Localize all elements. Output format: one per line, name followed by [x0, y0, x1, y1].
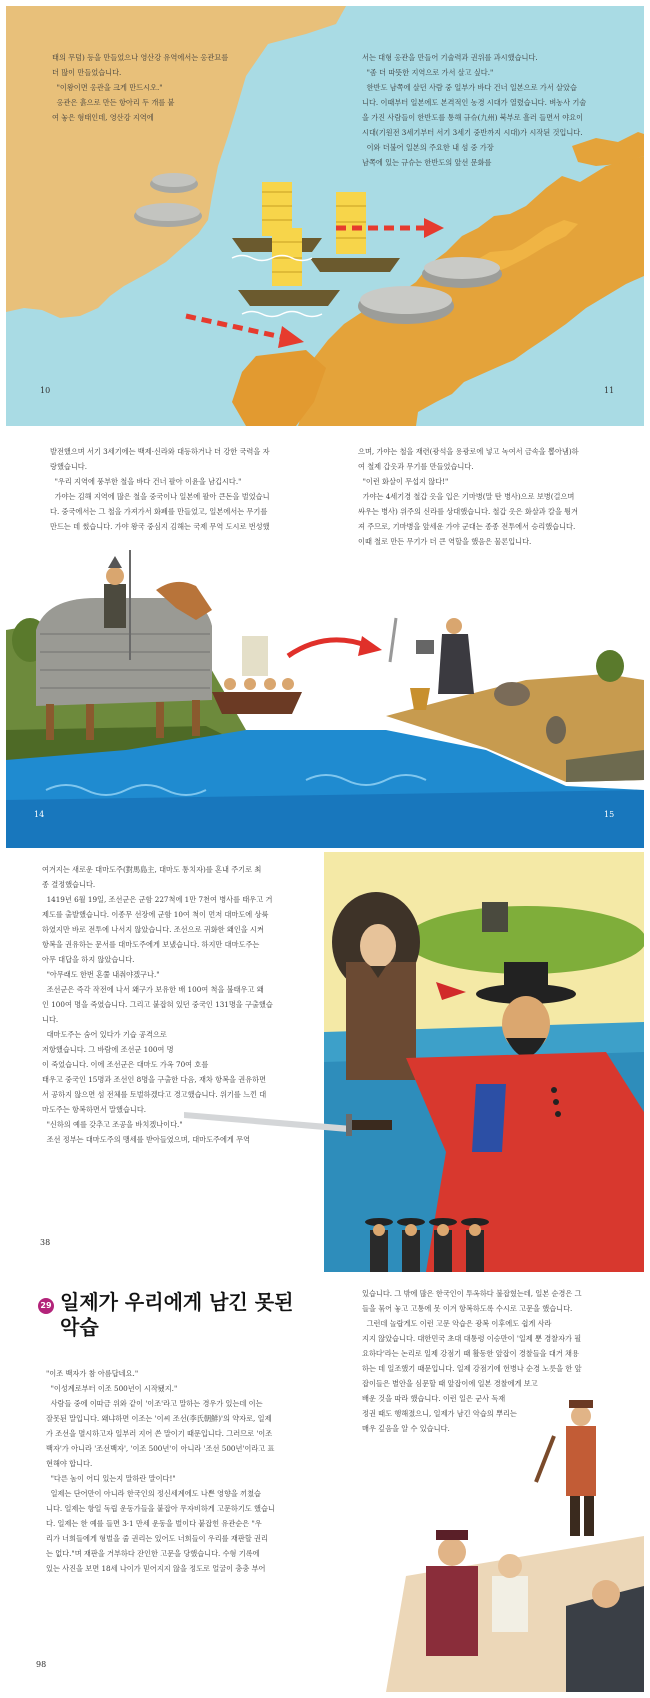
- japanese-buyer: [438, 618, 474, 694]
- castle-icon: [482, 902, 508, 932]
- spread-map-boats: [6, 6, 644, 426]
- page-number-left: 14: [34, 810, 45, 819]
- spread2-right-text: 으며, 가야는 철을 재련(광석을 용광로에 넣고 녹여서 금속을 뽑아냄)하 여 철제 갑옷과 무기를 만들었습니다. "이런 화살이 무섭지 않다!" 가야는 4세기경 철갑 옷을 입은 기마병(말 탄 병사)으로 보병(걸으며 싸우는 병사) 위주의 신라를 상대했습니다. 철갑 옷은 화살과 칼을 튕겨 져 주므로, 기마병을 앞세운 가야 군대는 종종 전투에서 승리했습니다. 이때 철로 만든 무기가 더 큰 역할을 했음은 물론입니다.: [358, 447, 579, 546]
- chapter-number-badge: 29: [38, 1298, 54, 1314]
- sword-icon: [390, 618, 396, 662]
- spread4-left-text: "이조 백자가 참 아름답네요." "이성계로부터 이조 500년이 시작됐지." 사람들 중에 이따금 위와 같이 '이조'라고 말하는 경우가 있는데 이는 잘못된 말입니다. 왜냐하면 이조는 '이씨 조선(李氏朝鮮)'의 약자로, 일제 가 조선을 멸시하고자 일부러 지어 쓴 말이기 때문입니다. 그러므로 '이조 백자'가 아니라 '조선백자', '이조 500년'이 아니라 '조선 500년'이라고 표 현해야 합니다. "다른 놈이 어디 있는지 말하란 말이다!" 일제는 단어만이 아니라 한국인의 정신세계에도 나쁜 영향을 끼쳤습 니다. 일제는 항일 독립 운동가들을 붙잡아 무자비하게 고문하기도 했습니 다. 일제는 한 예를 들면 3·1 만세 운동을 벌이다 붙잡힌 유관순은 "우 리가 너희들에게 형벌을 줄 권리는 있어도 너희들이 우리를 재판할 권리 는 없다."며 재판을 거부하다 잔인한 고문을 당했습니다. 수형 기록에 있는 사진을 보면 18세 나이가 믿어지지 않을 정도로 얼굴이 충충 부어: [46, 1369, 275, 1573]
- spread-gaya-cavalry: [6, 430, 644, 848]
- spread-chapter-29: [6, 1276, 644, 1692]
- armor-piece-icon: [416, 640, 434, 654]
- spread-tsushima: [6, 852, 644, 1272]
- spread1-right-text: 서는 대형 옹관을 만들어 기술력과 권위를 과시했습니다. "좀 더 따뜻한 지역으로 가서 살고 싶다." 한반도 남쪽에 살던 사람 중 일부가 바다 건너 일본으로 가서 살았습 니다. 이때부터 일본에도 본격적인 농경 시대가 열렸습니다. 벼농사 기술 을 가진 사람들이 한반도를 통해 규슈(九州) 북부로 흘러 들면서 야요이 시대(기원전 3세기부터 서기 3세기 중반까지 시대)가 시작된 것입니다. 이와 더불어 일본의 주요한 내 섬 중 가장 남쪽에 있는 규슈는 한반도의 앞선 문화를: [362, 53, 587, 167]
- boat-soldiers: [212, 636, 302, 714]
- chapter-title: 일제가 우리에게 남긴 못된 악습: [60, 1290, 294, 1339]
- arrow-southeast-icon: [186, 316, 304, 348]
- page-number-left: 10: [40, 386, 51, 395]
- spread4-right-text: 있습니다. 그 밖에 많은 한국인이 투옥하다 불잡혔는데, 일본 순경은 그 들을 묶어 놓고 고통에 못 이겨 항복하도록 수시로 고문을 했습니다. 그런데 놀랍게도 이런 고문 악습은 광복 이후에도 쉽게 사라 지지 않았습니다. 대한민국 초대 대통령 이승만이 '일제 뿐 경찰자가 필 요하다'라는 논리로 일제 강점기 때 활동한 앞잡이 경찰들을 대거 채용 하는 데 일조했기 때문입니다. 일제 강점기에 헌병나 순경 노릇을 한 앞 잡이들은 별안을 심문할 때 앞잡이에 일본 경찰에게 보고 배운 것을 따라 했습니다. 이런 일은 군사 독재 정권 때도 행해졌으니, 일제가 남긴 악습의 뿌리는 매우 깊음을 알 수 있습니다.: [362, 1289, 582, 1433]
- page-number-right: 11: [604, 386, 615, 395]
- trade-arrow-icon: [288, 640, 368, 656]
- police-officer-front: [426, 1530, 478, 1656]
- page-number-left: 38: [40, 1238, 51, 1247]
- baton-icon: [536, 1436, 554, 1482]
- spread2-left-text: 발전했으며 서기 3세기에는 백제·신라와 대등하거나 더 강한 국력을 자 랑했습니다. "우리 지역에 풍부한 철을 바다 건너 팔아 이윤을 남깁시다." 가야는 김해 지역에 많은 철을 중국이나 일본에 팔아 큰돈을 벌었습니 다. 중국에서는 그 철을 가져가서 화폐를 만들었고, 일본에서는 무기를 만드는 데 썼습니다. 가야 왕국 중심지 김해는 국제 무역 도시로 번성했: [50, 447, 270, 531]
- spread1-left-text: 태의 무덤) 등을 만들었으나 영산강 유역에서는 옹관묘를 더 많이 만들었습니다. "이왕이면 옹관을 크게 만드시오." 옹관은 흙으로 만든 항아리 두 개를 붙 여 놓은 형태인데, 영산강 지역에: [52, 53, 229, 122]
- page-number-left: 98: [36, 1660, 47, 1669]
- page-number-right: 15: [604, 810, 615, 819]
- spread3-left-text: 여겨지는 새로운 대마도주(對馬島主, 대마도 통치자)를 혼내 주기로 최 종 결정했습니다. 1419년 6월 19일, 조선군은 군함 227척에 1만 7천여 병사를 태우고 거 제도를 출발했습니다. 이종무 선장에 군함 10여 척이 먼저 대마도에 상륙 하였지만 바로 전투에 나서지 않았습니다. 조선으로 귀화한 왜인을 시켜 항복을 권유하는 문서를 대마도주에게 보냈습니다. 하지만 대마도주는 아무 대답을 하지 않았습니다. "아무래도 한번 혼쭐 내줘야겠구나." 조선군은 즉각 작전에 나서 왜구가 보유한 배 100여 척을 불태우고 왜 인 100여 명을 죽였습니다. 그리고 붙잡혀 있던 중국인 131명을 구출했습 니다. 대마도주는 숨어 있다가 기습 공격으로 저항했습니다. 그 바람에 조선군 100여 명 이 죽었습니다. 이에 조선군은 대마도 가옥 70여 호를 태우고 중국인 15명과 조선인 8명을 구출한 다음, 재차 항복을 권유하면 서 공하지 않으면 섬 전체를 토벌하겠다고 경고했습니다. 위기를 느낀 대 마도주는 항복하면서 말했습니다. "신하의 예를 갖추고 조공을 바치겠나이다." 조선 정부는 대마도주의 맹세를 받아들였으며, 대마도주에게 무역: [42, 865, 273, 1144]
- boat-2: [310, 192, 400, 272]
